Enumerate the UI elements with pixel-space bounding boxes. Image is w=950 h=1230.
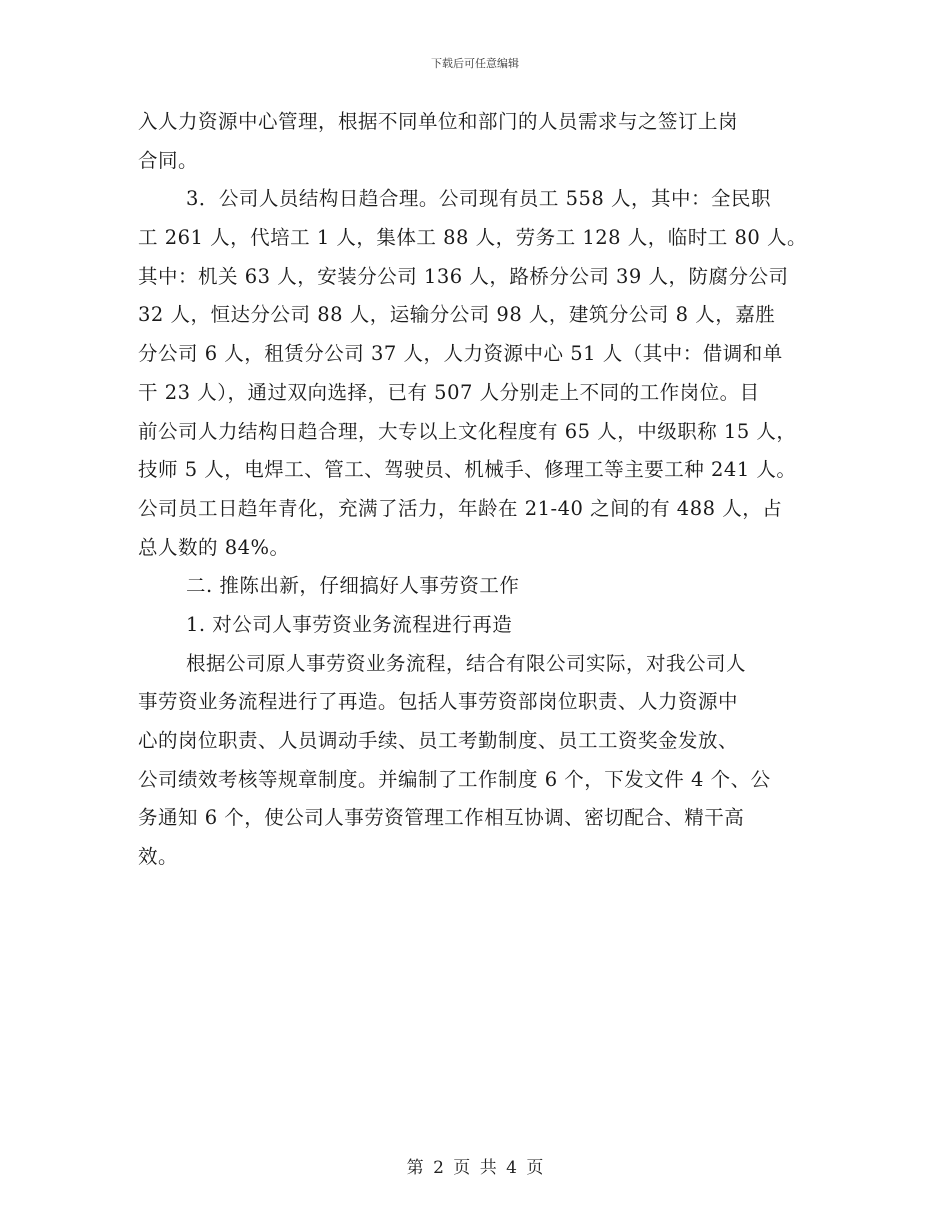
text-line: 合同。 — [138, 148, 199, 172]
text-line: 公司绩效考核等规章制度。并编制了工作制度 6 个，下发文件 4 个、公 — [138, 767, 771, 791]
text-line: 工 261 人，代培工 1 人，集体工 88 人，劳务工 128 人，临时工 80 人。 — [138, 226, 807, 250]
header-note: 下载后可任意编辑 — [431, 57, 519, 70]
paragraph-first-line: 根据公司原人事劳资业务流程，结合有限公司实际，对我公司人 — [186, 651, 747, 675]
text-line: 总人数的 84%。 — [138, 535, 290, 559]
page-number: 第 2 页 共 4 页 — [406, 1158, 544, 1178]
text-line: 心的岗位职责、人员调动手续、员工考勤制度、员工工资奖金发放、 — [138, 729, 739, 752]
text-line: 32 人，恒达分公司 88 人，运输分公司 98 人，建筑分公司 8 人，嘉胜 — [138, 303, 776, 327]
section-heading: 二. 推陈出新，仔细搞好人事劳资工作 — [186, 574, 520, 598]
paragraph-first-line: 3．公司人员结构日趋合理。公司现有员工 558 人，其中：全民职 — [186, 187, 772, 211]
text-line: 事劳资业务流程进行了再造。包括人事劳资部岗位职责、人力资源中 — [138, 690, 739, 714]
text-line: 分公司 6 人，租赁分公司 37 人，人力资源中心 51 人（其中：借调和单 — [138, 342, 783, 366]
text-line: 公司员工日趋年青化，充满了活力，年龄在 21-40 之间的有 488 人，占 — [138, 496, 783, 520]
document-body — [138, 103, 828, 877]
text-line: 干 23 人），通过双向选择，已有 507 人分别走上不同的工作岗位。目 — [138, 380, 760, 404]
text-line: 入人力资源中心管理，根据不同单位和部门的人员需求与之签订上岗 — [138, 110, 739, 133]
text-line: 前公司人力结构日趋合理，大专以上文化程度有 65 人，中级职称 15 人， — [138, 419, 797, 443]
subsection-heading: 1. 对公司人事劳资业务流程进行再造 — [186, 612, 513, 636]
text-line: 其中：机关 63 人，安装分公司 136 人，路桥分公司 39 人，防腐分公司 — [138, 264, 789, 288]
text-line: 务通知 6 个，使公司人事劳资管理工作相互协调、密切配合、精干高 — [138, 806, 745, 830]
text-line: 技师 5 人，电焊工、管工、驾驶员、机械手、修理工等主要工种 241 人。 — [138, 458, 797, 482]
text-line: 效。 — [138, 845, 179, 869]
